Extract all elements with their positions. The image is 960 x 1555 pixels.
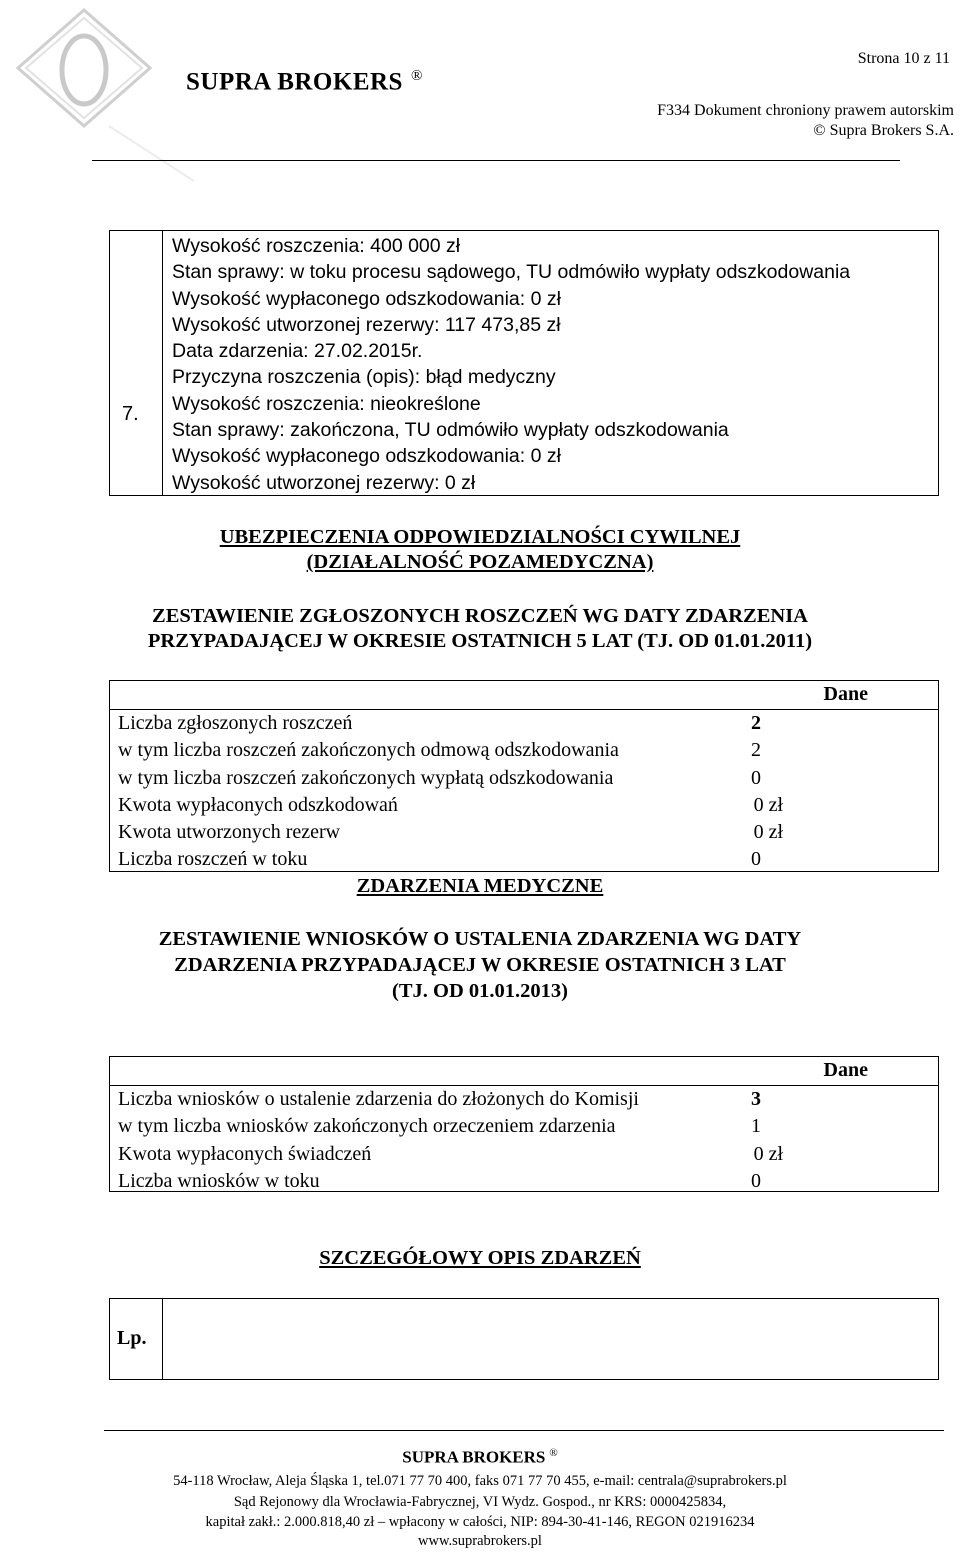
table-row [110,710,938,737]
table-row [110,765,938,792]
table-row [110,1086,938,1113]
claim-line: Data zdarzenia: 27.02.2015r. [172,340,423,363]
details-title: SZCZEGÓŁOWY OPIS ZDARZEŃ [319,1247,641,1269]
claims-stats-table [109,680,939,872]
row-value: 0 [751,1169,761,1192]
section-med-subtitle: ZESTAWIENIE WNIOSKÓW O USTALENIA ZDARZENIA WG DATY [158,928,802,950]
copyright-note [657,101,954,141]
table-header-dane: Dane [823,683,868,705]
row-label: w tym liczba roszczeń zakończonych wypłatą odszkodowania [118,766,614,789]
row-label: Liczba wniosków o ustalenie zdarzenia do złożonych do Komisji [118,1088,639,1110]
header-brand-text: SUPRA BROKERS [186,68,403,96]
footer-website[interactable]: www.suprabrokers.pl [418,1533,542,1549]
section-oc-title: UBEZPIECZENIA ODPOWIEDZIALNOŚCI CYWILNEJ [219,526,741,548]
table-header-row [110,681,938,710]
row-value: 3 [751,1088,761,1110]
footer-court: Sąd Rejonowy dla Wrocławia-Fabrycznej, VI Wydz. Gospod., nr KRS: 0000425834, [233,1494,727,1510]
section-med-subtitle-2: ZDARZENIA PRZYPADAJĄCEJ W OKRESIE OSTATNICH 3 LAT [174,954,786,976]
claim-line: Wysokość wypłaconego odszkodowania: 0 zł [172,445,561,468]
row-value: 0 [751,766,761,789]
footer-registered-mark: ® [549,1447,558,1459]
footer-divider [104,1430,944,1431]
row-label: Liczba wniosków w toku [118,1169,320,1192]
row-value: 0 zł [753,821,783,844]
row-label: Liczba roszczeń w toku [118,848,308,871]
claim-line: Przyczyna roszczenia (opis): błąd medyczny [172,366,556,389]
claim-line: Wysokość wypłaconego odszkodowania: 0 zł [172,287,561,310]
table-row [110,737,938,764]
row-value: 0 zł [753,1142,783,1165]
page-number: Strona 10 z 11 [857,50,950,67]
footer-brand-text: SUPRA BROKERS [402,1447,546,1467]
table-header-row [110,1057,938,1086]
table-header-dane: Dane [823,1059,868,1081]
footer-address: 54-118 Wrocław, Aleja Śląska 1, tel.071 77 70 400, faks 071 77 70 455, e-mail: centrala@suprabrokers.pl [173,1473,787,1489]
lp-header-cell [110,1299,163,1379]
table-row [110,792,938,819]
registered-mark: ® [410,68,423,84]
table-row [110,1141,938,1168]
table-row [110,1113,938,1140]
row-label: Kwota wypłaconych odszkodowań [118,793,398,816]
section-oc-title-2: (DZIAŁALNOŚĆ POZAMEDYCZNA) [306,551,654,573]
copyright-note-text: F334 Dokument chroniony prawem autorskim [657,102,954,119]
row-label: w tym liczba roszczeń zakończonych odmową odszkodowania [118,739,619,762]
claim-line: Stan sprawy: w toku procesu sądowego, TU odmówiło wypłaty odszkodowania [172,261,851,284]
claim-details [172,233,850,496]
row-value: 1 [751,1115,761,1138]
claim-line: Wysokość utworzonej rezerwy: 117 473,85 zł [172,313,561,336]
row-label: Kwota wypłaconych świadczeń [118,1142,372,1165]
header-divider [92,160,900,161]
row-value: 2 [751,712,761,734]
claim-line: Wysokość roszczenia: 400 000 zł [172,235,461,257]
row-label: Liczba zgłoszonych roszczeń [118,712,353,734]
table-row [110,819,938,846]
section-med-subtitle-3: (TJ. OD 01.01.2013) [392,980,568,1002]
copyright-owner: © Supra Brokers S.A. [813,122,954,139]
claim-number-cell [110,231,163,495]
table-row [110,1168,938,1195]
claim-line: Stan sprawy: zakończona, TU odmówiło wypłaty odszkodowania [172,419,729,442]
row-value: 2 [751,739,761,762]
requests-stats-table [109,1056,939,1192]
header-brand [186,68,423,96]
section-oc-subtitle: ZESTAWIENIE ZGŁOSZONYCH ROSZCZEŃ WG DATY ZDARZENIA [152,605,808,627]
claim-line: Wysokość roszczenia: nieokreślone [172,392,481,415]
section-oc-subtitle-2: PRZYPADAJĄCEJ W OKRESIE OSTATNICH 5 LAT (TJ. OD 01.01.2011) [147,630,813,652]
row-label: Kwota utworzonych rezerw [118,821,341,844]
claim-line: Wysokość utworzonej rezerwy: 0 zł [172,471,476,494]
company-logo [14,6,204,186]
claim-number: 7. [122,403,139,425]
table-row [110,846,938,873]
footer-brand [0,1447,960,1468]
footer-capital: kapitał zakł.: 2.000.818,40 zł – wpłacony w całości, NIP: 894-30-41-146, REGON 021916234 [205,1514,755,1530]
details-table [109,1298,939,1380]
row-label: w tym liczba wniosków zakończonych orzeczeniem zdarzenia [118,1115,616,1138]
section-med-title: ZDARZENIA MEDYCZNE [356,875,604,897]
claim-table-row [109,230,939,496]
lp-header: Lp. [117,1327,147,1349]
row-value: 0 zł [753,793,783,816]
row-value: 0 [751,848,761,871]
